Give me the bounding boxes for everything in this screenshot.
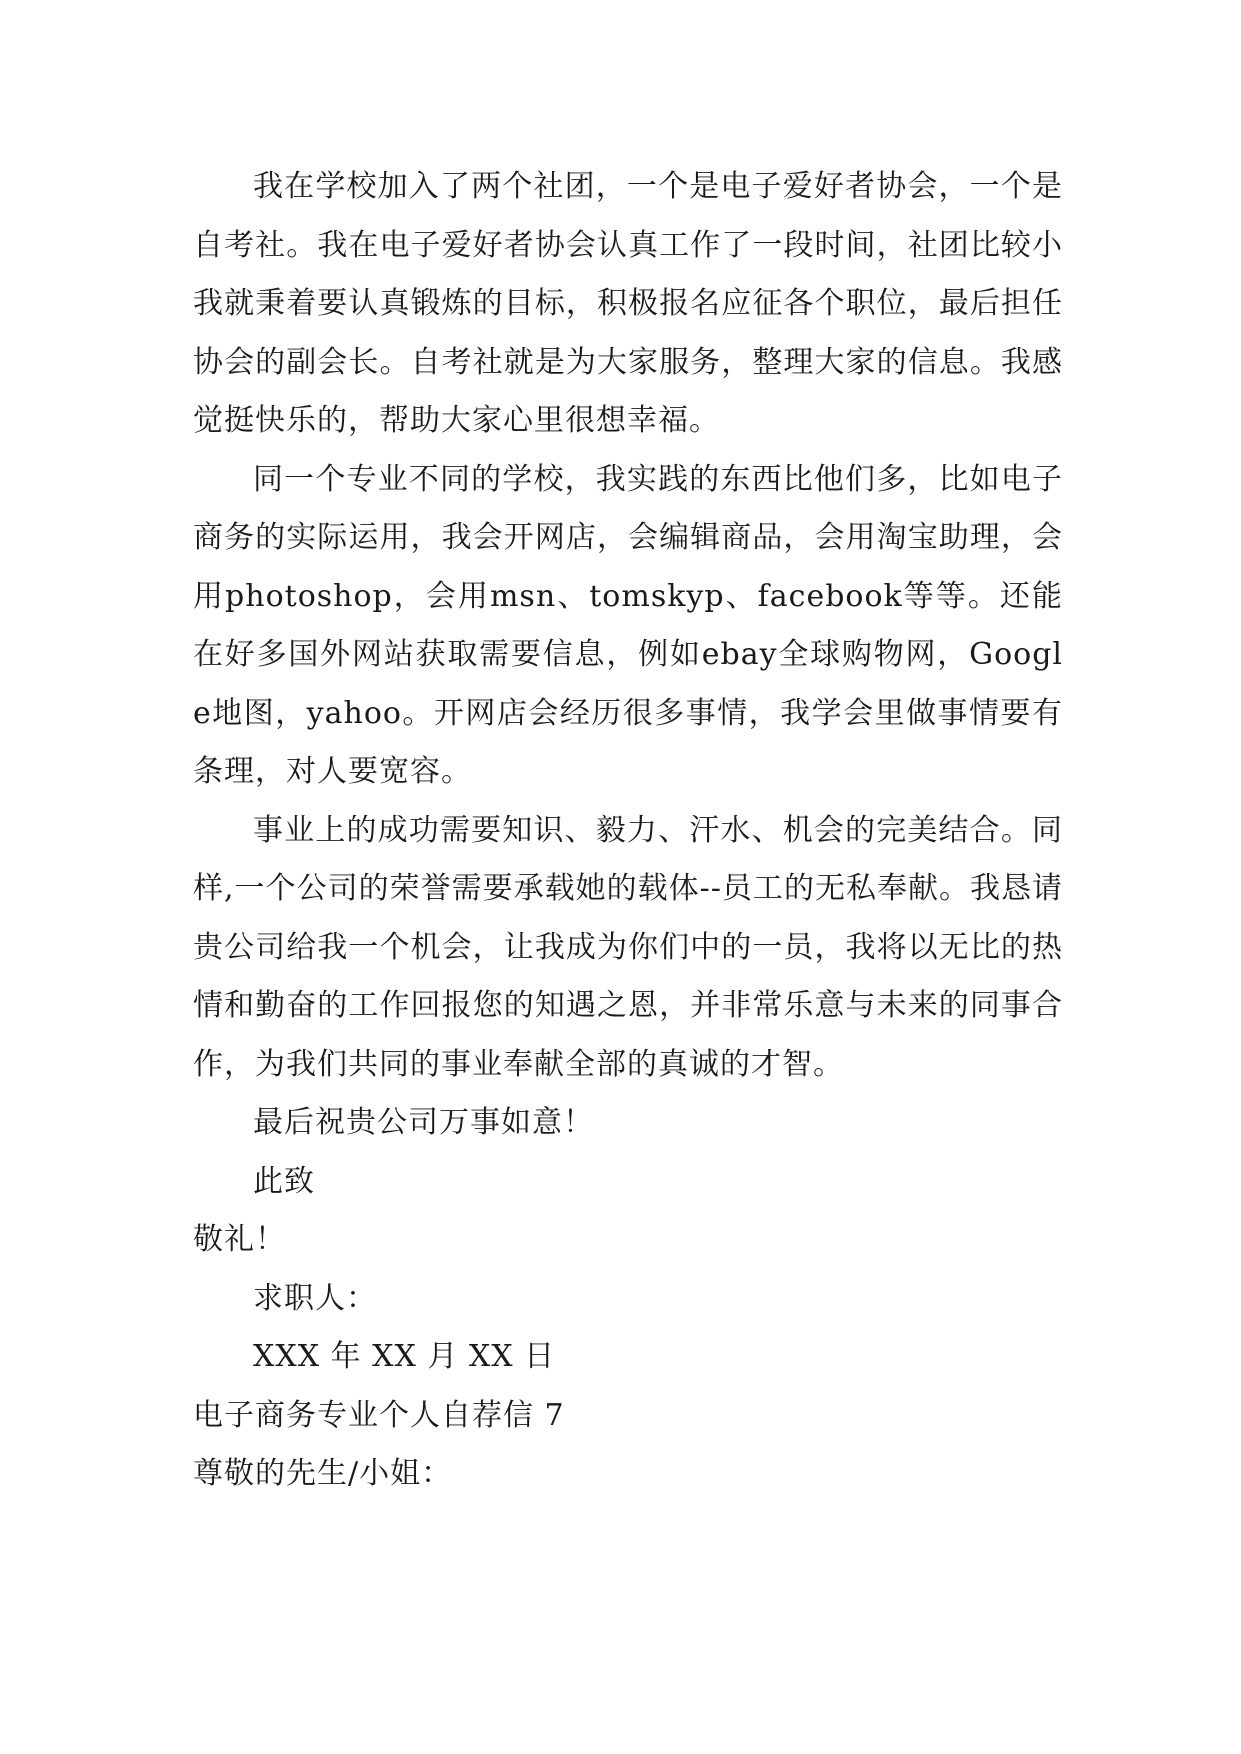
salutation-jingli: 敬礼！ xyxy=(193,1222,286,1257)
paragraph-clubs: 我在学校加入了两个社团，一个是电子爱好者协会，一个是自考社。我在电子爱好者协会认真工作了一段时间，社团比较小我就秉着要认真锻炼的目标，积极报名应征各个职位，最后担任协会的副会长。自考社就是为大家服务，整理大家的信息。我感觉挺快乐的，帮助大家心里很想幸福。 xyxy=(193,169,1063,438)
paragraph-skills: 同一个专业不同的学校，我实践的东西比他们多，比如电子商务的实际运用，我会开网店，会编辑商品，会用淘宝助理，会用photoshop，会用msn、tomskyp、facebook等等。还能在好多国外网站获取需要信息，例如ebay全球购物网，Google地图，yahoo。开网店会经历很多事情，我学会里做事情要有条理，对人要宽容。 xyxy=(193,461,1063,789)
date-line: XXX 年 XX 月 XX 日 xyxy=(253,1339,556,1374)
letter-body xyxy=(193,158,1063,1504)
closing-wish: 最后祝贵公司万事如意！ xyxy=(253,1105,594,1140)
paragraph-request: 事业上的成功需要知识、毅力、汗水、机会的完美结合。同样,一个公司的荣誉需要承载她的载体--员工的无私奉献。我恳请贵公司给我一个机会，让我成为你们中的一员，我将以无比的热情和勤奋的工作回报您的知遇之恩，并非常乐意与未来的同事合作，为我们共同的事业奉献全部的真诚的才智。 xyxy=(193,812,1063,1082)
next-letter-greeting: 尊敬的先生/小姐： xyxy=(193,1456,453,1491)
next-letter-title: 电子商务专业个人自荐信 7 xyxy=(193,1397,565,1433)
salutation-cizhi: 此致 xyxy=(253,1163,315,1199)
applicant-label: 求职人： xyxy=(253,1280,377,1316)
